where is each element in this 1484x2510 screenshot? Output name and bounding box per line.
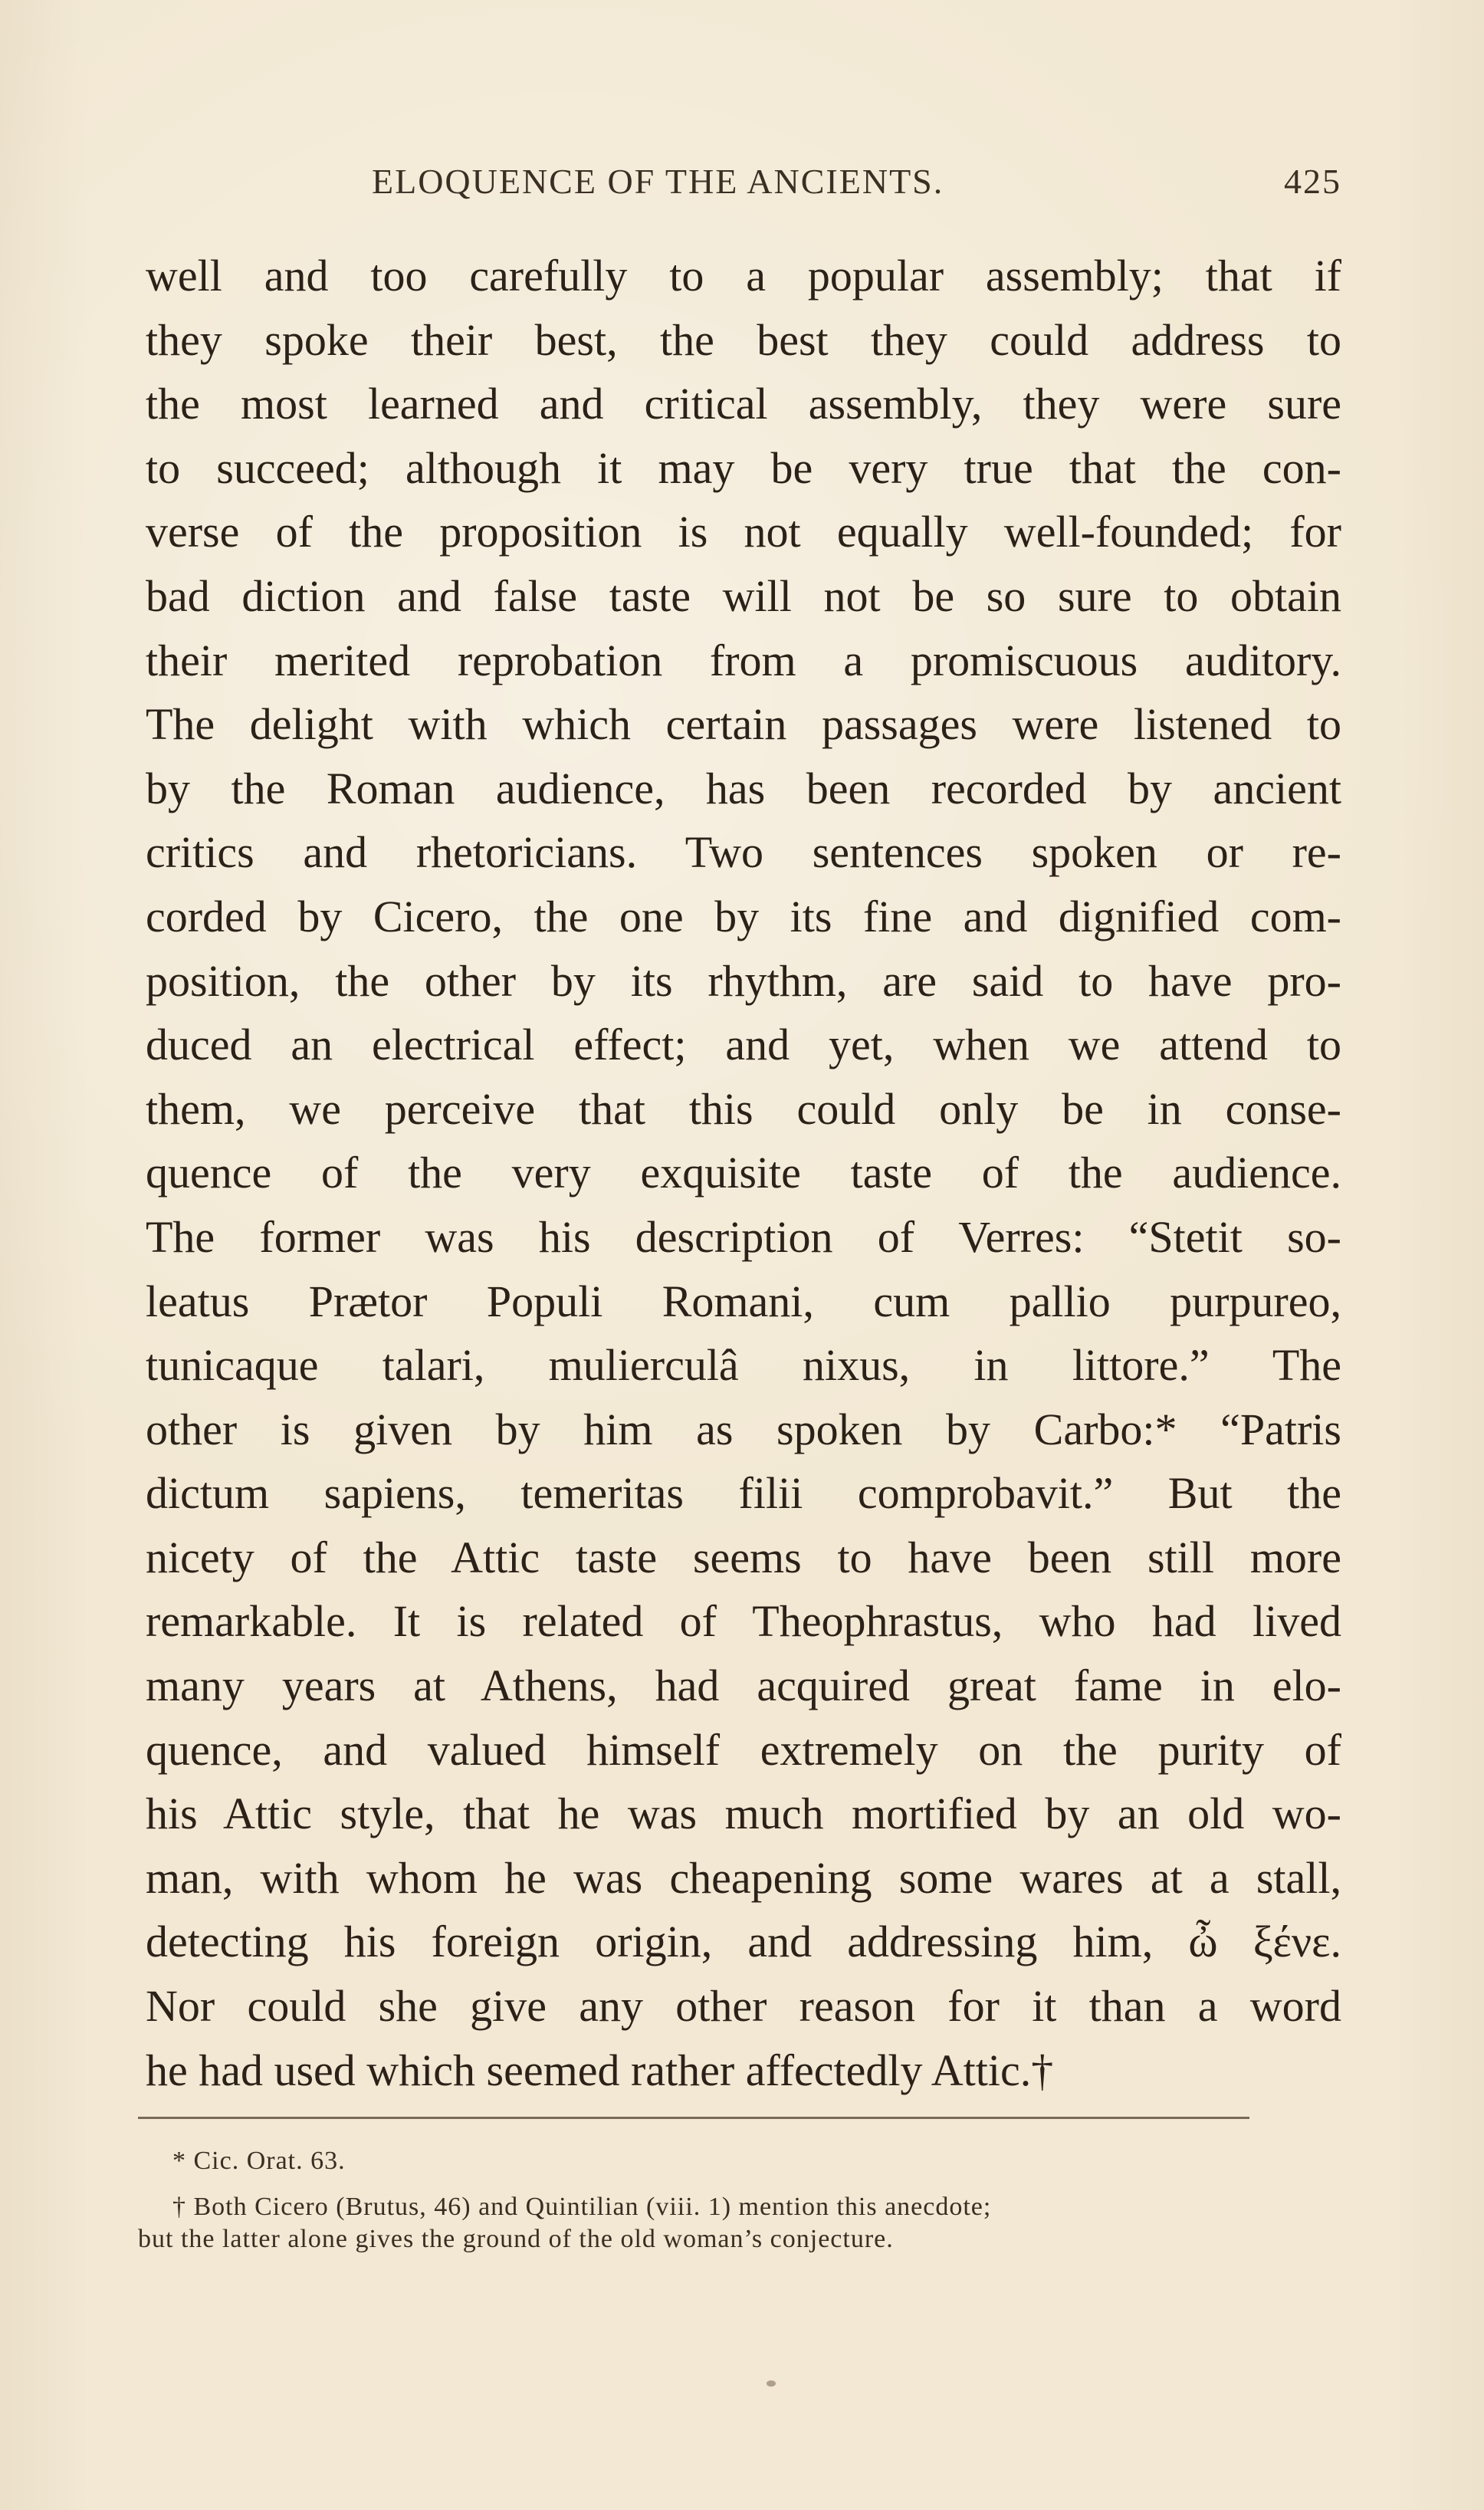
- footnote-divider: [138, 2117, 1249, 2119]
- text-line: nicety of the Attic taste seems to have been still more: [146, 1532, 1341, 1582]
- text-line: detecting his foreign origin, and addressing him, ὦ ξένε.: [146, 1917, 1341, 1967]
- text-line: The delight with which certain passages were listened to: [146, 699, 1341, 750]
- ink-smudge: [767, 2380, 776, 2387]
- text-line: quence of the very exquisite taste of the audience.: [146, 1148, 1341, 1198]
- text-line: The former was his description of Verres: “Stetit so-: [146, 1211, 1341, 1262]
- text-line: man, with whom he was cheapening some wares at a stall,: [146, 1852, 1341, 1903]
- main-text-block: [146, 244, 1341, 2102]
- text-line: them, we perceive that this could only be in conse-: [146, 1083, 1341, 1134]
- text-line: position, the other by its rhythm, are said to have pro-: [146, 955, 1341, 1006]
- text-line: corded by Cicero, the one by its fine and dignified com-: [146, 891, 1341, 941]
- running-title: ELOQUENCE OF THE ANCIENTS.: [372, 162, 944, 201]
- text-line: other is given by him as spoken by Carbo:* “Patris: [146, 1404, 1341, 1454]
- footnote-1: * Cic. Orat. 63.: [172, 2147, 346, 2175]
- text-line: bad diction and false taste will not be so sure to obtain: [146, 570, 1341, 621]
- text-line: tunicaque talari, mulierculâ nixus, in littore.” The: [146, 1340, 1341, 1391]
- text-line: quence, and valued himself extremely on the purity of: [146, 1724, 1341, 1775]
- text-line: to succeed; although it may be very true that the con-: [146, 442, 1341, 493]
- text-line: by the Roman audience, has been recorded by ancient: [146, 763, 1341, 813]
- text-line: verse of the proposition is not equally well-founded; for: [146, 507, 1341, 557]
- text-line: Nor could she give any other reason for it than a word: [146, 1981, 1341, 2032]
- text-line: they spoke their best, the best they could address to: [146, 314, 1341, 365]
- text-line: their merited reprobation from a promiscuous auditory.: [146, 635, 1341, 685]
- text-line: dictum sapiens, temeritas filii comprobavit.” But the: [146, 1468, 1341, 1519]
- text-line: remarkable. It is related of Theophrastus, who had lived: [146, 1596, 1341, 1647]
- footnote-2-continued: but the latter alone gives the ground of the old woman’s conjecture.: [138, 2225, 894, 2253]
- running-header: [146, 161, 1341, 207]
- text-line: leatus Prætor Populi Romani, cum pallio purpureo,: [146, 1276, 1341, 1326]
- text-line: he had used which seemed rather affectedly Attic.†: [146, 2045, 1054, 2095]
- footnote-2: † Both Cicero (Brutus, 46) and Quintilian (viii. 1) mention this anecdote;: [172, 2193, 992, 2221]
- text-line: well and too carefully to a popular assembly; that if: [146, 251, 1341, 301]
- text-line: many years at Athens, had acquired great fame in elo-: [146, 1661, 1341, 1711]
- text-line: duced an electrical effect; and yet, when we attend to: [146, 1020, 1341, 1070]
- page-number: 425: [1284, 162, 1341, 201]
- text-line: the most learned and critical assembly, they were sure: [146, 379, 1341, 429]
- footnotes: [138, 2145, 1265, 2255]
- text-line: his Attic style, that he was much mortified by an old wo-: [146, 1789, 1341, 1839]
- text-line: critics and rhetoricians. Two sentences spoken or re-: [146, 827, 1341, 878]
